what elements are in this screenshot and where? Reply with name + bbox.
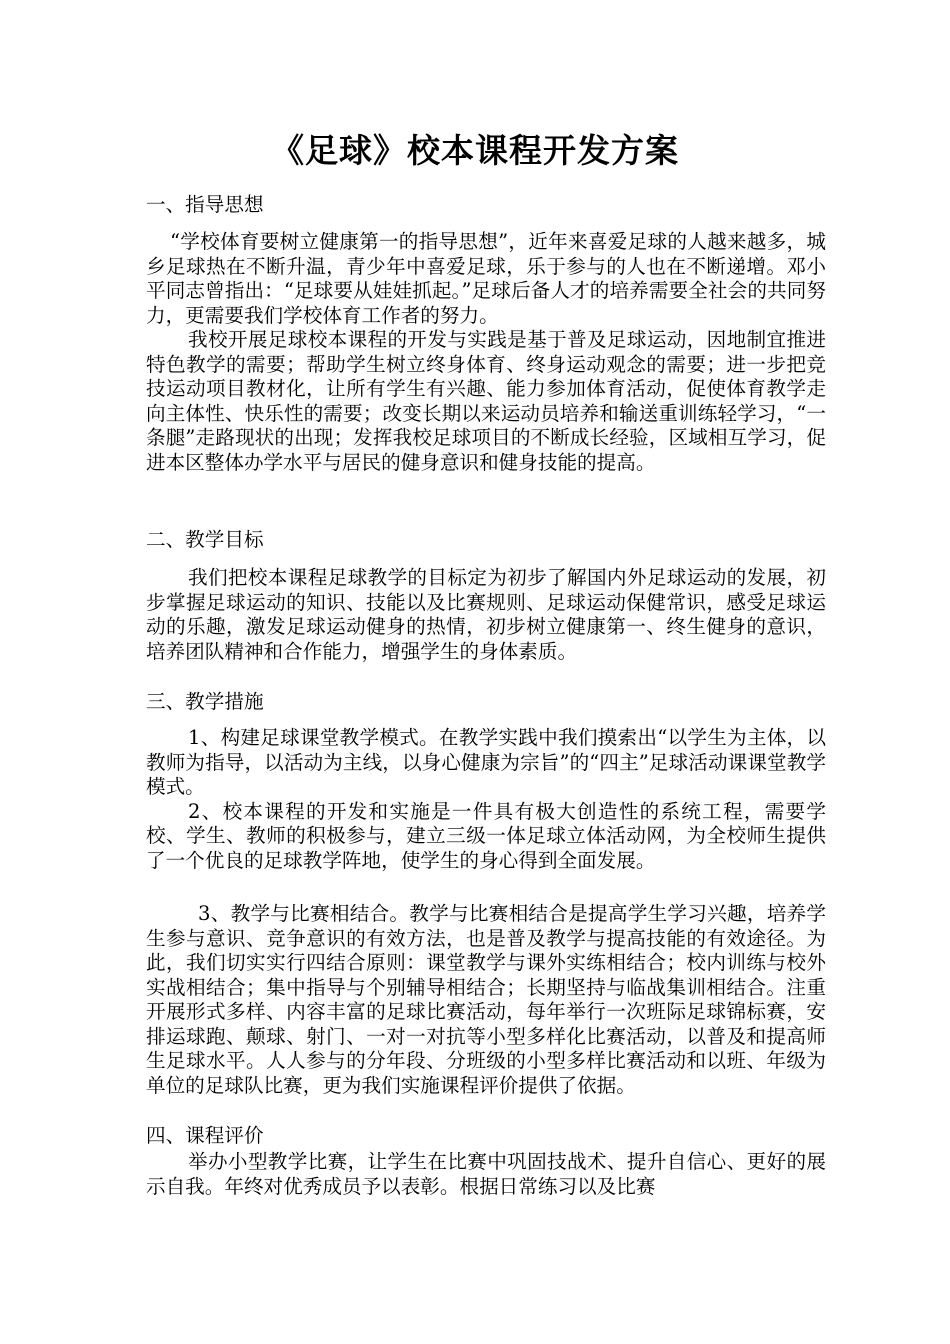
section-body-course-evaluation (146, 1150, 826, 1199)
section-heading-guiding-ideology: 一、指导思想 (146, 193, 264, 216)
section-heading-teaching-goals: 二、教学目标 (146, 528, 264, 551)
document-title: 《足球》校本课程开发方案 (271, 131, 679, 170)
section-body-guiding-ideology (146, 230, 826, 475)
paragraph: 我校开展足球校本课程的开发与实践是基于普及足球运动，因地制宜推进特色教学的需要；帮助学生树立终身体育、终身运动观念的需要；进一步把竞技运动项目教材化，让所有学生有兴趣、能力参加体育活动，促使体育教学走向主体性、快乐性的需要；改变长期以来运动员培养和输送重训练轻学习，“一条腿”走路现状的出现；发挥我校足球项目的不断成长经验，区域相互学习，促进本区整体办学水平与居民的健身意识和健身技能的提高。 (146, 328, 826, 474)
section-body-teaching-goals (146, 566, 826, 664)
section-heading-teaching-measures: 三、教学措施 (146, 690, 264, 713)
paragraph: 举办小型教学比赛，让学生在比赛中巩固技战术、提升自信心、更好的展示自我。年终对优秀成员予以表彰。根据日常练习以及比赛 (146, 1150, 826, 1198)
section-body-teaching-measures-3 (146, 902, 826, 1098)
section-body-teaching-measures (146, 726, 826, 873)
paragraph: 我们把校本课程足球教学的目标定为初步了解国内外足球运动的发展，初步掌握足球运动的知识、技能以及比赛规则、足球运动保健常识，感受足球运动的乐趣，激发足球运动健身的热情，初步树立健康第一、终生健身的意识，培养团队精神和合作能力，增强学生的身体素质。 (146, 566, 826, 663)
section-heading-course-evaluation: 四、课程评价 (146, 1124, 264, 1147)
paragraph: “学校体育要树立健康第一的指导思想”，近年来喜爱足球的人越来越多，城乡足球热在不断升温，青少年中喜爱足球，乐于参与的人也在不断递增。邓小平同志曾指出：“足球要从娃娃抓起。”足球后备人才的培养需要全社会的共同努力，更需要我们学校体育工作者的努力。 (146, 230, 826, 327)
paragraph: 2、校本课程的开发和实施是一件具有极大创造性的系统工程，需要学校、学生、教师的积极参与，建立三级一体足球立体活动网，为全校师生提供了一个优良的足球教学阵地，使学生的身心得到全面发展。 (146, 799, 826, 872)
paragraph: 1、构建足球课堂教学模式。在教学实践中我们摸索出“以学生为主体，以教师为指导，以活动为主线，以身心健康为宗旨”的“四主”足球活动课课堂教学模式。 (146, 726, 826, 798)
paragraph: 3、教学与比赛相结合。教学与比赛相结合是提高学生学习兴趣，培养学生参与意识、竞争意识的有效方法，也是普及教学与提高技能的有效途径。为此，我们切实实行四结合原则：课堂教学与课外实练相结合；校内训练与校外实战相结合；集中指导与个别辅导相结合；长期坚持与临战集训相结合。注重开展形式多样、内容丰富的足球比赛活动，每年举行一次班际足球锦标赛，安排运球跑、颠球、射门、一对一对抗等小型多样化比赛活动，以普及和提高师生足球水平。人人参与的分年段、分班级的小型多样比赛活动和以班、年级为单位的足球队比赛，更为我们实施课程评价提供了依据。 (146, 902, 826, 1097)
